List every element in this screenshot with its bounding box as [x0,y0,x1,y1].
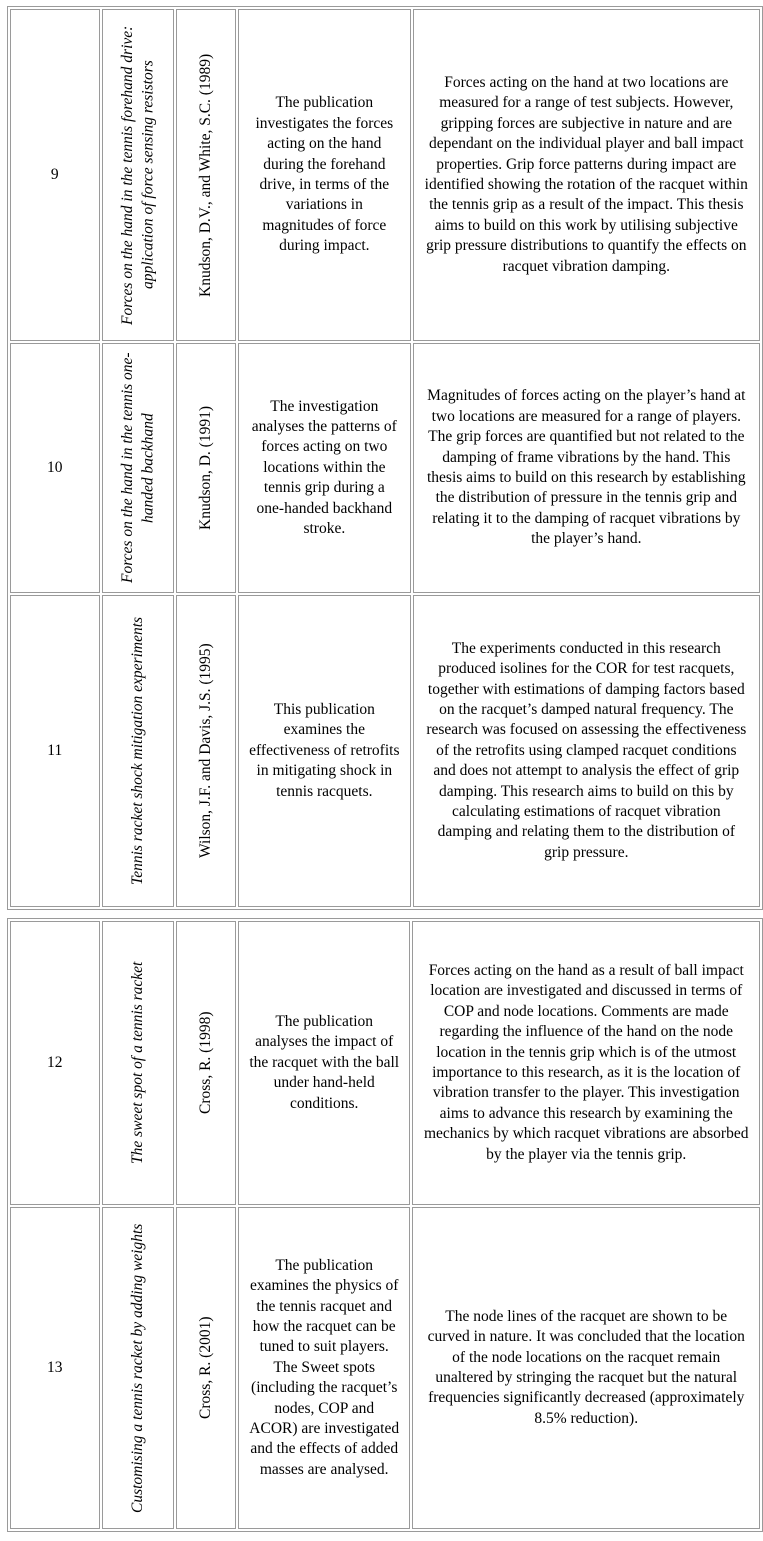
publication-description: The publication investigates the forces acting on the hand during the forehand drive, in terms of the variations in magnitudes of force during impact. [255,94,394,255]
row-number-cell [10,921,100,1205]
title-cell [102,343,175,593]
description-cell [238,343,411,593]
publication-authors: Knudson, D. (1991) [196,406,214,530]
row-number: 13 [47,1358,63,1376]
literature-table-1 [7,6,763,910]
comments-cell [412,1207,760,1529]
publication-comments: The experiments conducted in this research produced isolines for the COR for test racquets, together with estimations of damping factors based on the racquet’s damped natural frequency. The research was focused on assessing the effectiveness of the retrofits using clamped racquet conditions and does not attempt to analysis the effect of grip damping. This research aims to build on this by calculating estimations of racquet vibration damping and relating them to the distribution of grip pressure. [426,639,747,861]
publication-description: This publication examines the effectiveness of retrofits in mitigating shock in tennis racquets. [249,700,400,800]
author-cell [176,595,236,907]
title-cell [102,921,175,1205]
publication-description: The investigation analyses the patterns of forces acting on two locations within the tennis grip during a one-handed backhand stroke. [251,397,397,538]
table-row [10,921,760,1205]
row-number: 10 [47,458,63,476]
publication-description: The publication examines the physics of the tennis racquet and how the racquet can be tuned to suit players. The Sweet spots (including the racquet’s nodes, COP and ACOR) are investigated and the effects of added masses are analysed. [249,1256,400,1478]
description-cell [238,921,411,1205]
publication-comments: Forces acting on the hand at two locations are measured for a range of test subjects. However, gripping forces are subjective in nature and are dependant on the individual player and ball impact properties. Grip force patterns during impact are identified showing the rotation of the racquet within the tennis grip as a result of the impact. This thesis aims to build on this work by utilising subjective grip pressure distributions to quantify the effects on racquet vibration damping. [424,73,748,275]
title-cell [102,1207,175,1529]
row-number-cell [10,1207,100,1529]
literature-table-2 [7,918,763,1532]
publication-title: Customising a tennis racket by adding weights [128,1223,146,1513]
author-cell [176,9,236,341]
publication-title: Forces on the hand in the tennis one-handed backhand [118,352,156,584]
comments-cell [413,343,760,593]
publication-authors: Wilson, J.F. and Davis, J.S. (1995) [196,643,214,859]
author-cell [176,1207,236,1529]
row-number-cell [10,595,100,907]
publication-authors: Knudson, D.V., and White, S.C. (1989) [196,53,214,297]
publication-description: The publication analyses the impact of the racquet with the ball under hand-held conditions. [249,1012,400,1112]
description-cell [238,595,411,907]
title-cell [102,9,175,341]
publication-title: Forces on the hand in the tennis forehand drive: application of force sensing resistors [118,25,156,325]
table-row [10,9,760,341]
comments-cell [413,595,760,907]
publication-title: Tennis racket shock mitigation experiments [128,616,146,886]
author-cell [176,343,236,593]
publication-comments: Magnitudes of forces acting on the player’s hand at two locations are measured for a range of players. The grip forces are quantified but not related to the damping of frame vibrations by the hand. This thesis aims to build on this research by establishing the distribution of pressure in the tennis grip and relating it to the damping of racquet vibrations by the player’s hand. [427,387,746,548]
title-cell [102,595,175,907]
publication-authors: Cross, R. (2001) [196,1316,214,1420]
description-cell [238,1207,411,1529]
description-cell [238,9,411,341]
row-number: 12 [47,1053,63,1071]
table-row [10,1207,760,1529]
table-row [10,595,760,907]
comments-cell [412,921,760,1205]
row-number: 9 [50,165,59,183]
publication-title: The sweet spot of a tennis racket [128,961,146,1165]
comments-cell [413,9,760,341]
row-number-cell [10,9,100,341]
publication-comments: The node lines of the racquet are shown to be curved in nature. It was concluded that the location of the node locations on the racquet remain unaltered by stringing the racquet but the natural frequencies significantly decreased (approximately 8.5% reduction). [427,1307,745,1427]
publication-comments: Forces acting on the hand as a result of ball impact location are investigated and discussed in terms of COP and node locations. Comments are made regarding the influence of the hand on the node location in the tennis grip which is of the utmost importance to this research, as it is the location of vibration transfer to the player. This investigation aims to advance this research by examining the mechanics by which racquet vibrations are absorbed by the player via the tennis grip. [423,961,749,1163]
row-number-cell [10,343,100,593]
row-number: 11 [47,741,63,759]
table-row [10,343,760,593]
author-cell [176,921,236,1205]
publication-authors: Cross, R. (1998) [196,1011,214,1115]
